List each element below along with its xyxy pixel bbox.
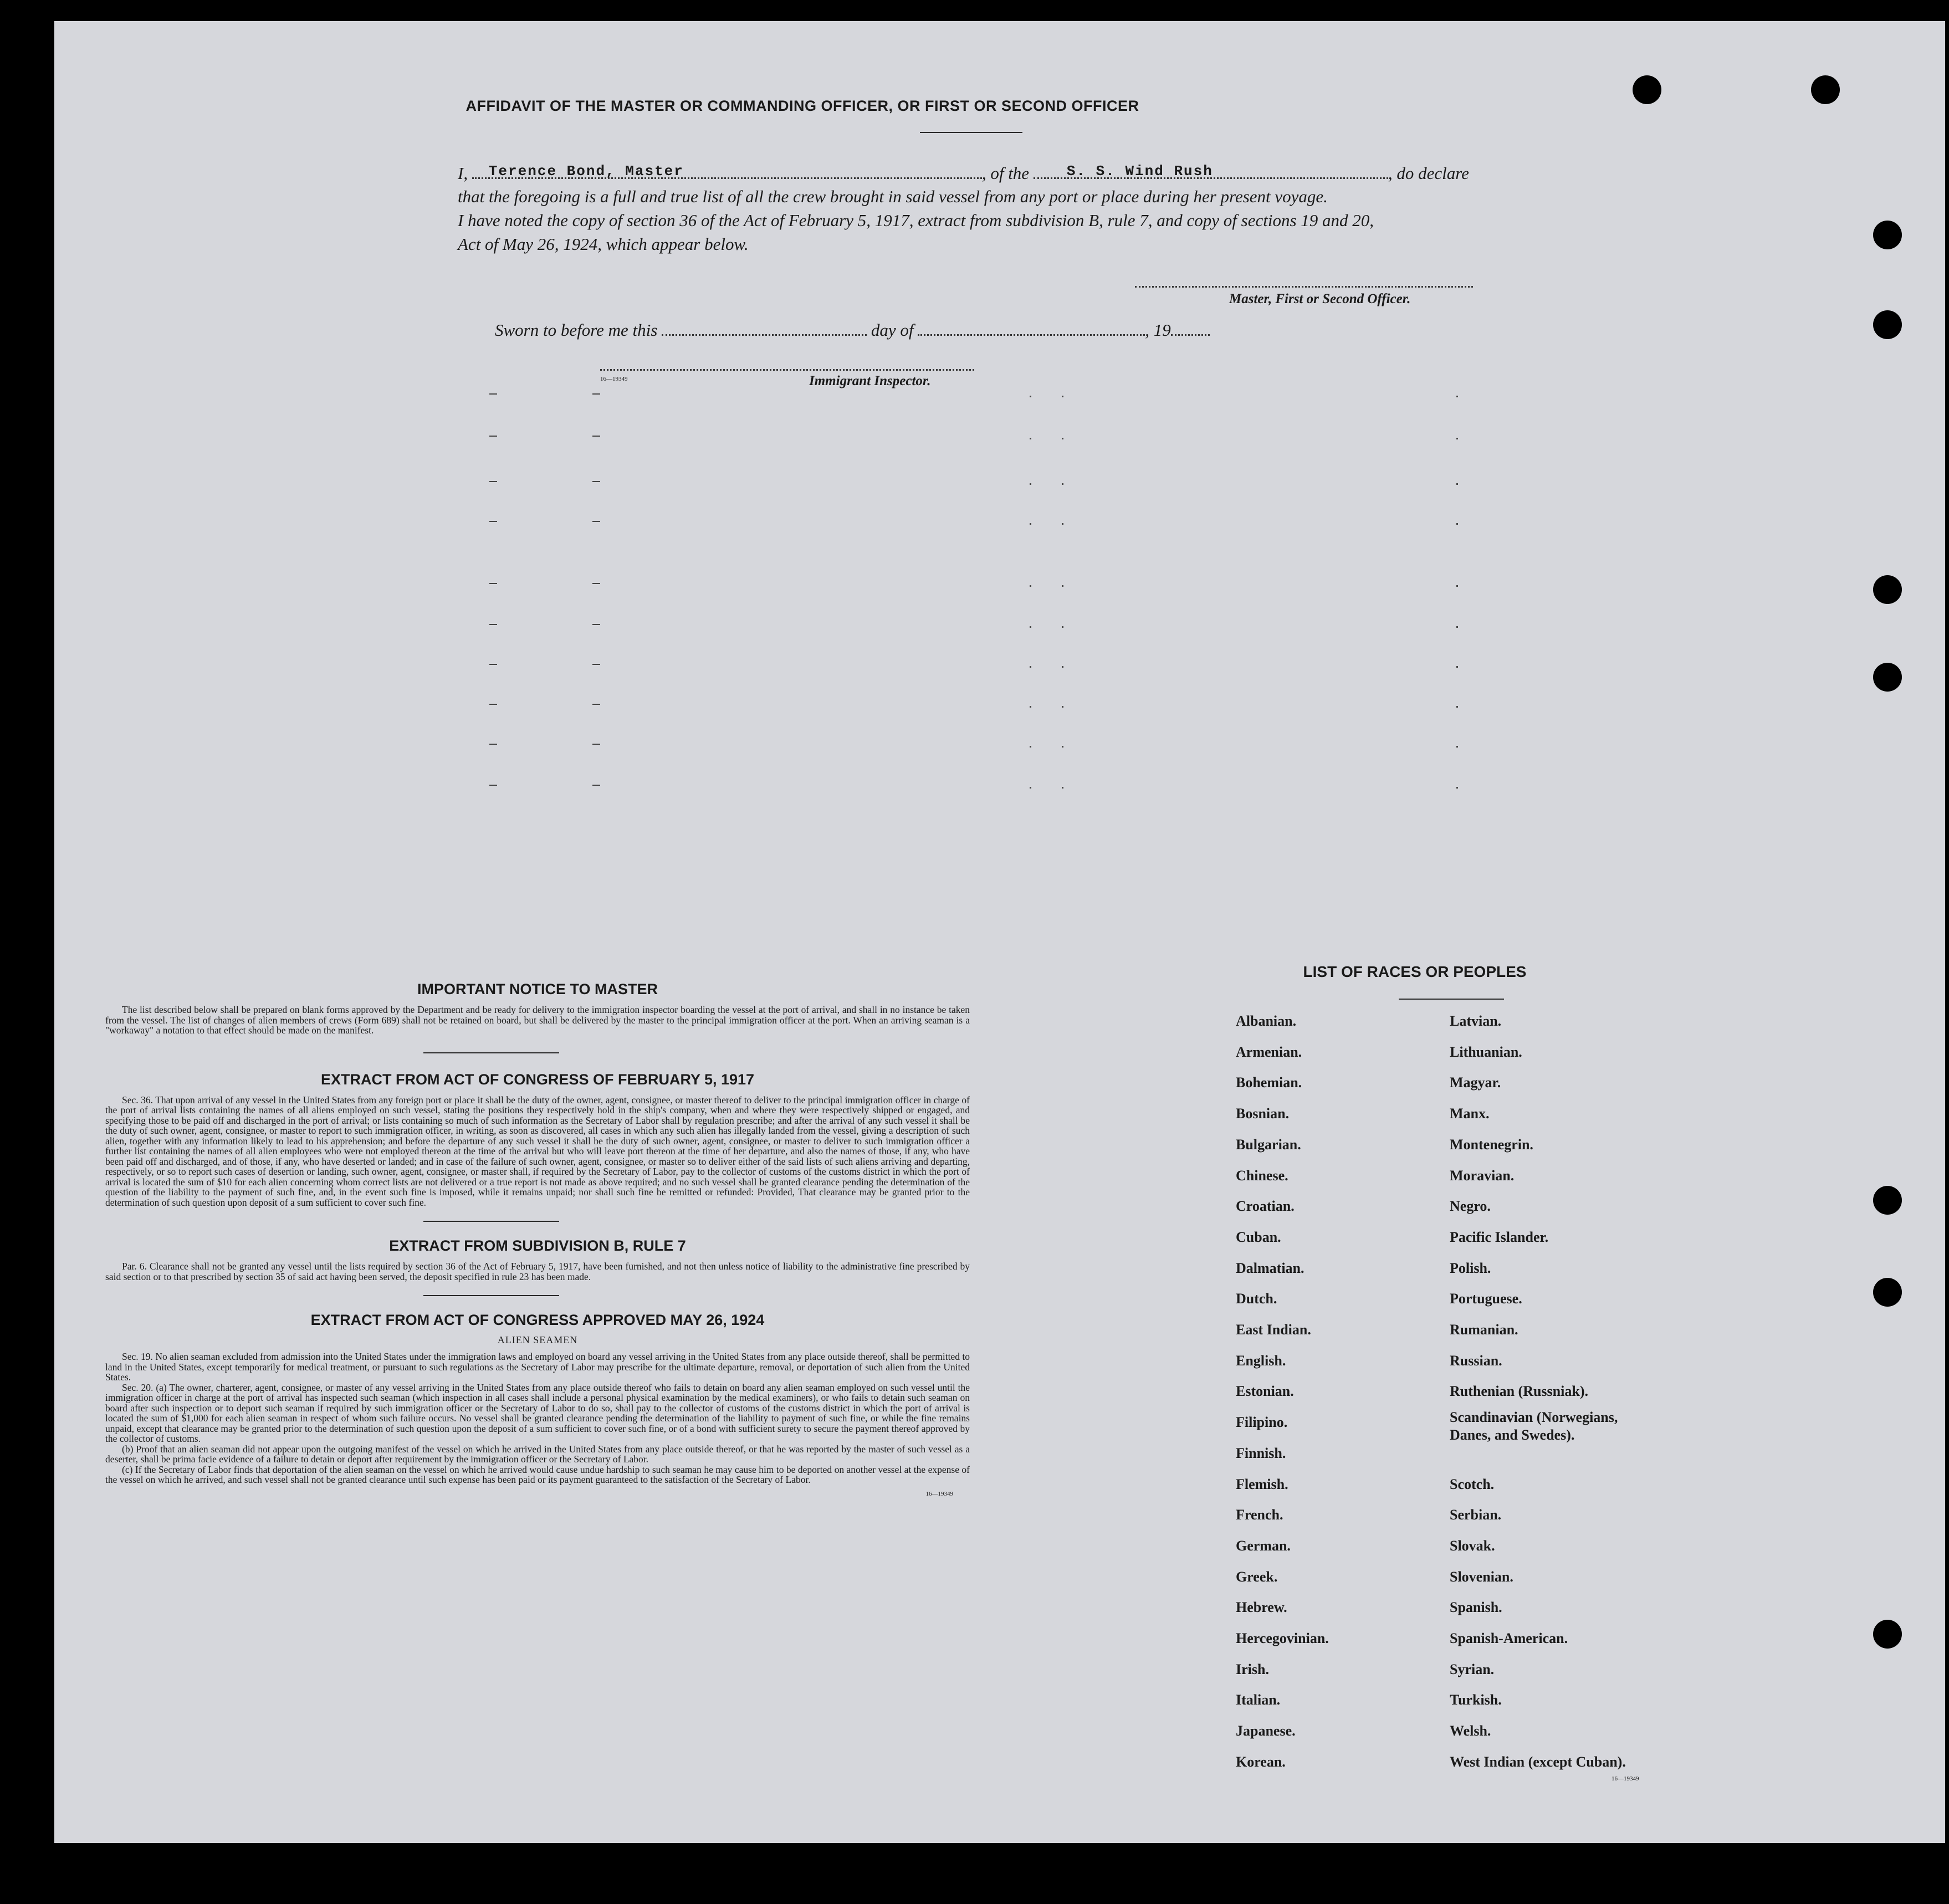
faint-mark (1030, 666, 1031, 668)
alien-seamen-subtitle: ALIEN SEAMEN (497, 1334, 578, 1345)
divider (423, 1221, 559, 1222)
race-item: Rumanian. (1450, 1322, 1518, 1338)
faint-mark (489, 704, 497, 705)
faint-mark (1062, 787, 1063, 789)
race-item: Bulgarian. (1236, 1136, 1301, 1153)
faint-mark (1456, 746, 1458, 748)
race-item: Manx. (1450, 1105, 1490, 1122)
race-item: Ruthenian (Russniak). (1450, 1383, 1588, 1400)
extract-rule7-block (105, 1261, 970, 1282)
race-item: Filipino. (1236, 1414, 1288, 1431)
faint-mark (592, 704, 600, 705)
punch-hole (1873, 663, 1902, 692)
faint-mark (592, 583, 600, 584)
faint-mark (1030, 438, 1031, 439)
notice-title: IMPORTANT NOTICE TO MASTER (417, 981, 658, 997)
inspector-caption: Immigrant Inspector. (809, 373, 931, 388)
faint-mark (489, 436, 497, 437)
punch-hole (1873, 1278, 1902, 1307)
faint-mark (489, 785, 497, 786)
race-item: Bosnian. (1236, 1105, 1290, 1122)
sec-20c-text: (c) If the Secretary of Labor finds that deportation of the alien seaman on the vessel on which he arrived would cause undue hardship to such seaman he may cause him to be deported on another vessel at the expense of the vessel on which he arrived, and such vessel shall not be granted clearance until such expense has been paid or its payment guaranteed to the satisfaction of the Secretary of Labor. (105, 1463, 970, 1485)
race-item: Armenian. (1236, 1043, 1302, 1060)
punch-hole (1811, 75, 1840, 104)
faint-mark (1062, 666, 1063, 668)
faint-mark (489, 583, 497, 584)
faint-mark (489, 481, 497, 482)
race-item: Portuguese. (1450, 1291, 1522, 1307)
race-item: Russian. (1450, 1352, 1502, 1369)
race-item: Spanish-American. (1450, 1630, 1568, 1646)
faint-mark (592, 436, 600, 437)
sec-19-text: Sec. 19. No alien seaman excluded from admission into the United States under the immigration laws and employed on board any vessel arriving in the United States from any place outside thereof, shall be permitted to land in the United States, except temporarily for medical treatment, or pursuant to such regulations as the Secretary of Labor may prescribe for the ultimate departure, removal, or deportation of such alien from the United States. (105, 1351, 970, 1383)
do-declare-label: , do declare (1388, 163, 1469, 183)
race-item: Albanian. (1236, 1013, 1297, 1029)
race-item: Finnish. (1236, 1445, 1286, 1461)
faint-mark (489, 624, 497, 625)
faint-mark (592, 624, 600, 625)
sec-20b-text: (b) Proof that an alien seaman did not appear upon the outgoing manifest of the vessel on which he arrived in the United States from any place outside thereof, or that he was reported by the master of such vessel as a deserter, shall be prima facie evidence of a failure to detain or deport after requirement by the immigration officer or the Secretary of Labor. (105, 1443, 970, 1465)
faint-mark (1062, 396, 1063, 397)
race-item: Montenegrin. (1450, 1136, 1533, 1153)
race-item: Flemish. (1236, 1476, 1288, 1492)
notice-text-block (105, 1005, 970, 1036)
notice-text: The list described below shall be prepared on blank forms approved by the Department and be ready for delivery to the immigration inspector boarding the vessel at the port of arrival, and shall in no instance be taken from the vessel. The list of changes of alien members of crews (Form 689) shall not be retained on board, but shall be delivered by the master to the principal immigration officer at the port. When an arriving seaman is a "workaway" a notation to that effect should be made on the manifest. (105, 1004, 970, 1036)
race-item: Moravian. (1450, 1167, 1515, 1184)
extract-1917-block (105, 1095, 970, 1208)
race-item: Slovak. (1450, 1537, 1495, 1554)
punch-hole (1873, 310, 1902, 339)
race-item: East Indian. (1236, 1322, 1311, 1338)
faint-mark (1456, 706, 1458, 708)
faint-mark (592, 785, 600, 786)
faint-mark (1456, 585, 1458, 587)
punch-hole (1873, 1620, 1902, 1649)
race-item: Scotch. (1450, 1476, 1495, 1492)
faint-mark (1030, 787, 1031, 789)
extract-1917-text: Sec. 36. That upon arrival of any vessel in the United States from any foreign port or place it shall be the duty of the owner, agent, consignee, or master thereof to deliver to the principal immigration officer in charge of the port of arrival lists containing the names of all aliens employed on such vessel, stating the positions they respectively hold in the ship's company, when and where they were respectively shipped or engaged, and specifying those to be paid off and discharged in the port of arrival; or lists containing so much of such information as the Secretary of Labor shall by regulation prescribe; and after the arrival of any such vessel it shall be the duty of such owner, agent, consignee, or master to report to such immigration officer, in writing, as soon as discovered, all cases in which any such alien has illegally landed from the vessel, giving a description of such alien, together with any information likely to lead to his apprehension; and before the departure of any such vessel it shall be the duty of such owner, agent, consignee, or master to deliver to such immigration officer a further list containing the names of all alien employees who were not employed thereon at the time of the arrival but who will leave port thereon at the time of her departure, and also the names of those, if any, who have been paid off and discharged, and of those, if any, who have deserted or landed; and in case of the failure of such owner, agent, consignee, or master so to deliver either of the said lists of such aliens arriving and departing, respectively, or so to report such cases of desertion or landing, such owner, agent, consignee, or master shall, if required by the Secretary of Labor, pay to the collector of customs of the customs district in which the port of arrival is located the sum of $10 for each alien concerning whom correct lists are not delivered or a true report is not made as above required; and no such vessel shall be granted clearance pending the determination of the question of the liability to the payment of such fine, and, in the event such fine is imposed, while it remains unpaid; nor shall such fine be remitted or refunded: Provided, That clearance may be granted prior to the determination of such question upon deposit of a sum sufficient to cover such fine. (105, 1094, 970, 1208)
race-item: Polish. (1450, 1260, 1491, 1276)
race-item: Irish. (1236, 1661, 1269, 1677)
race-item: Estonian. (1236, 1383, 1294, 1400)
sworn-year-field[interactable] (1171, 320, 1210, 336)
race-item: Lithuanian. (1450, 1043, 1522, 1060)
race-item: Hercegovinian. (1236, 1630, 1329, 1646)
sworn-line (495, 318, 1326, 342)
race-item: French. (1236, 1507, 1283, 1523)
affidavit-form-number: 16—19349 (600, 376, 628, 382)
race-item: Welsh. (1450, 1723, 1491, 1739)
inspector-signature-line[interactable] (600, 369, 974, 371)
faint-mark (592, 664, 600, 665)
faint-mark (1062, 523, 1063, 525)
race-item: Turkish. (1450, 1692, 1502, 1708)
race-item: Pacific Islander. (1450, 1229, 1549, 1245)
faint-mark (1456, 483, 1458, 485)
faint-mark (1030, 746, 1031, 748)
race-item: Cuban. (1236, 1229, 1281, 1245)
sworn-day-field[interactable] (662, 320, 867, 336)
race-item: Magyar. (1450, 1074, 1501, 1091)
faint-mark (1062, 626, 1063, 628)
affidavit-line1 (458, 161, 1555, 185)
race-item: English. (1236, 1352, 1286, 1369)
race-item: Syrian. (1450, 1661, 1495, 1677)
faint-mark (489, 393, 497, 395)
faint-mark (1456, 666, 1458, 668)
faint-mark (1030, 626, 1031, 628)
race-item: Dalmatian. (1236, 1260, 1305, 1276)
race-item: Negro. (1450, 1198, 1491, 1215)
faint-mark (1456, 438, 1458, 439)
faint-mark (1456, 396, 1458, 397)
divider (423, 1295, 559, 1296)
extract-1917-title: EXTRACT FROM ACT OF CONGRESS OF FEBRUARY 5, 1917 (320, 1071, 755, 1088)
year-label: , 19 (1145, 320, 1171, 340)
divider (423, 1052, 559, 1053)
master-name-field[interactable] (472, 161, 982, 179)
race-item: Serbian. (1450, 1507, 1502, 1523)
master-signature-line[interactable] (1135, 286, 1473, 288)
race-item: Chinese. (1236, 1167, 1288, 1184)
day-of-label: day of (871, 320, 914, 340)
race-item: West Indian (except Cuban). (1450, 1753, 1626, 1770)
faint-mark (1062, 706, 1063, 708)
affidavit-line4: Act of May 26, 1924, which appear below. (458, 234, 749, 254)
race-item: Dutch. (1236, 1291, 1277, 1307)
of-the-label: , of the (981, 163, 1030, 183)
faint-mark (1030, 523, 1031, 525)
extract-form-number: 16—19349 (925, 1490, 953, 1497)
faint-mark (592, 481, 600, 482)
title-underline (920, 132, 1022, 133)
affidavit-line3: I have noted the copy of section 36 of the Act of February 5, 1917, extract from subdivision B, rule 7, and copy of sections 19 and 20, (458, 211, 1374, 230)
sec-20a-text: Sec. 20. (a) The owner, charterer, agent, consignee, or master of any vessel arriving in the United States from any place outside thereof who fails to detain on board any alien seaman employed on such vessel until the immigration officer in charge at the port of arrival has inspected such seaman (which inspection in all cases shall include a personal physical examination by the medical examiners), or who fails to detain such seaman on board after such inspection or to deport such seaman if required by such immigration officer or the Secretary of Labor to do so, shall pay to the collector of customs of the customs district in which the port of arrival is located the sum of $1,000 for each alien seaman in respect of whom such failure occurs. No vessel shall be granted clearance pending the determination of the liability to payment of such fine, or while the fine remains unpaid, except that clearance may be granted prior to the determination of such question upon the deposit of a sum sufficient to cover such fine, or of a bond with sufficient surety to secure the payment thereof approved by the collector of customs. (105, 1381, 970, 1444)
faint-mark (1456, 787, 1458, 789)
affidavit-line2: that the foregoing is a full and true list of all the crew brought in said vessel from any port or place during her present voyage. (458, 187, 1328, 206)
master-name-value: Terence Bond, Master (488, 163, 684, 180)
faint-mark (1062, 585, 1063, 587)
document-page (54, 21, 1945, 1843)
faint-mark (1030, 706, 1031, 708)
race-item: Spanish. (1450, 1599, 1502, 1616)
faint-mark (592, 521, 600, 522)
faint-mark (1062, 483, 1063, 485)
race-item: Scandinavian (Norwegians, Danes, and Swedes). (1450, 1409, 1618, 1444)
notice-section (105, 981, 970, 1497)
race-item: Latvian. (1450, 1013, 1502, 1029)
faint-mark (489, 664, 497, 665)
race-item: Japanese. (1236, 1723, 1296, 1739)
faint-mark (1062, 438, 1063, 439)
signature-caption: Master, First or Second Officer. (1229, 291, 1411, 306)
faint-mark (1062, 746, 1063, 748)
affidavit-i: I, (458, 163, 468, 183)
sworn-month-field[interactable] (918, 320, 1145, 336)
race-item: Hebrew. (1236, 1599, 1287, 1616)
extract-rule7-text: Par. 6. Clearance shall not be granted any vessel until the lists required by section 36 of the Act of February 5, 1917, have been furnished, and not then unless notice of liability to the administrative fine prescribed by said section or to that prescribed by section 35 of said act having been served, the deposit specified in rule 23 has been made. (105, 1261, 970, 1282)
extract-1924-block (105, 1352, 970, 1485)
races-title-underline (1399, 999, 1504, 1000)
faint-mark (592, 393, 600, 395)
faint-mark (592, 744, 600, 745)
faint-mark (489, 744, 497, 745)
faint-mark (1456, 523, 1458, 525)
faint-mark (1030, 483, 1031, 485)
faint-mark (1030, 585, 1031, 587)
race-item: Bohemian. (1236, 1074, 1302, 1091)
extract-1924-title: EXTRACT FROM ACT OF CONGRESS APPROVED MAY 26, 1924 (310, 1312, 765, 1328)
vessel-name-field[interactable] (1034, 161, 1388, 179)
faint-mark (1456, 626, 1458, 628)
punch-hole (1873, 221, 1902, 249)
races-title: LIST OF RACES OR PEOPLES (1303, 963, 1527, 980)
race-item: Croatian. (1236, 1198, 1295, 1215)
affidavit-title: AFFIDAVIT OF THE MASTER OR COMMANDING OFFICER, OR FIRST OR SECOND OFFICER (465, 98, 1139, 114)
sworn-label: Sworn to before me this (495, 320, 658, 340)
punch-hole (1873, 575, 1902, 604)
race-item: Greek. (1236, 1568, 1278, 1585)
extract-rule7-title: EXTRACT FROM SUBDIVISION B, RULE 7 (389, 1237, 686, 1254)
race-item: German. (1236, 1537, 1291, 1554)
race-item: Slovenian. (1450, 1568, 1513, 1585)
race-item: Korean. (1236, 1753, 1286, 1770)
punch-hole (1873, 1186, 1902, 1215)
vessel-name-value: S. S. Wind Rush (1066, 163, 1213, 180)
races-form-number: 16—19349 (1612, 1775, 1639, 1782)
punch-hole (1633, 75, 1661, 104)
faint-mark (1030, 396, 1031, 397)
faint-mark (489, 521, 497, 522)
race-item: Italian. (1236, 1692, 1281, 1708)
